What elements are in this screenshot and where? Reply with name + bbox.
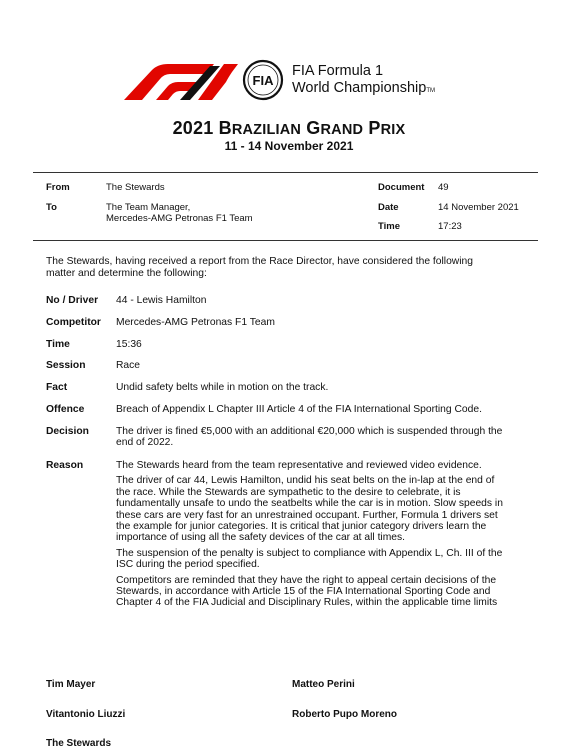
time-field-value: 15:36 — [116, 339, 142, 350]
reason-line: fundamentally unsafe to undo the seatbelts while the car is in motion. Slow speeds in — [116, 498, 503, 510]
reason-line: Chapter 4 of the FIA Judicial and Disciplinary Rules, within the applicable time limits — [116, 597, 498, 609]
date-label: Date — [378, 202, 399, 213]
reason-line: the race. While the Stewards are sympathetic to the desire to celebrate, it is — [116, 486, 461, 498]
fact-label: Fact — [46, 382, 68, 393]
intro-line: matter and determine the following: — [46, 268, 207, 280]
signature-vitantonio-liuzzi: Vitantonio Liuzzi — [46, 709, 126, 720]
to-label: To — [46, 202, 57, 213]
from-label: From — [46, 182, 70, 193]
offence-label: Offence — [46, 404, 85, 415]
reason-paragraph-3 — [116, 548, 531, 571]
reason-line: Competitors are reminded that they have the right to appeal certain decisions of the — [116, 574, 497, 586]
title-part: RAZILIAN — [231, 122, 302, 138]
time-field-label: Time — [46, 339, 70, 350]
title-part: G — [301, 118, 321, 138]
reason-line: The suspension of the penalty is subject to compliance with Appendix L, Ch. III of the — [116, 547, 503, 559]
signature-matteo-perini: Matteo Perini — [292, 679, 355, 690]
trademark: TM — [426, 88, 435, 94]
reason-line: The driver of car 44, Lewis Hamilton, undid his seat belts on the in-lap at the end of — [116, 475, 495, 487]
reason-paragraph-2 — [116, 475, 531, 543]
reason-body — [116, 460, 531, 609]
to-value-line2: Mercedes-AMG Petronas F1 Team — [106, 213, 253, 224]
fia-seal-text: FIA — [252, 73, 274, 88]
decision-line: end of 2022. — [116, 437, 174, 449]
intro-paragraph — [46, 256, 516, 280]
reason-label: Reason — [46, 460, 84, 471]
time-value: 17:23 — [438, 221, 462, 232]
signature-roberto-pupo-moreno: Roberto Pupo Moreno — [292, 709, 397, 720]
decision-value — [116, 426, 531, 449]
reason-line: importance of using all the safety devices of the car at all times. — [116, 532, 406, 544]
session-value: Race — [116, 360, 141, 371]
title-part: RAND — [320, 122, 364, 138]
reason-line: Stewards, in accordance with Article 15 of the FIA International Sporting Code and — [116, 586, 491, 598]
stewards-footer: The Stewards — [46, 738, 112, 749]
fact-value: Undid safety belts while in motion on the track. — [116, 382, 329, 393]
to-value-line1: The Team Manager, — [106, 202, 191, 213]
signature-tim-mayer: Tim Mayer — [46, 679, 96, 690]
divider-top — [33, 172, 538, 173]
session-label: Session — [46, 360, 86, 371]
driver-label: No / Driver — [46, 295, 99, 306]
title-part: P — [363, 118, 381, 138]
event-dates: 11 - 14 November 2021 — [224, 139, 354, 153]
event-title — [0, 118, 578, 139]
intro-line: The Stewards, having received a report from the Race Director, have considered the following — [46, 256, 473, 267]
competitor-label: Competitor — [46, 317, 101, 328]
title-part: RIX — [380, 122, 406, 138]
decision-line: The driver is fined €5,000 with an additional €20,000 which is suspended through the — [116, 426, 503, 437]
championship-line2-wrap — [292, 80, 435, 100]
time-label: Time — [378, 221, 401, 232]
reason-paragraph-1: The Stewards heard from the team representative and reviewed video evidence. — [116, 460, 482, 471]
offence-value: Breach of Appendix L Chapter III Article 4 of the FIA International Sporting Code. — [116, 404, 482, 415]
divider-bottom — [33, 240, 538, 241]
title-part: 2021 B — [172, 118, 232, 138]
championship-title — [292, 63, 435, 100]
document-label: Document — [378, 182, 425, 193]
reason-line: the example for junior categories. It is critical that junior category drivers learn the — [116, 521, 487, 533]
reason-line: ISC during the period specified. — [116, 559, 260, 571]
championship-line1: FIA Formula 1 — [292, 63, 384, 79]
decision-label: Decision — [46, 426, 89, 437]
date-value: 14 November 2021 — [438, 202, 519, 213]
reason-paragraph-4 — [116, 575, 531, 609]
from-value: The Stewards — [106, 182, 165, 193]
document-value: 49 — [438, 182, 449, 193]
championship-line2: World Championship — [292, 80, 427, 96]
driver-value: 44 - Lewis Hamilton — [116, 295, 207, 306]
to-value — [106, 202, 253, 224]
competitor-value: Mercedes-AMG Petronas F1 Team — [116, 317, 275, 328]
reason-line: these cars are very fast for an unrestrained occupant. Further, Formula 1 drivers set — [116, 509, 498, 521]
